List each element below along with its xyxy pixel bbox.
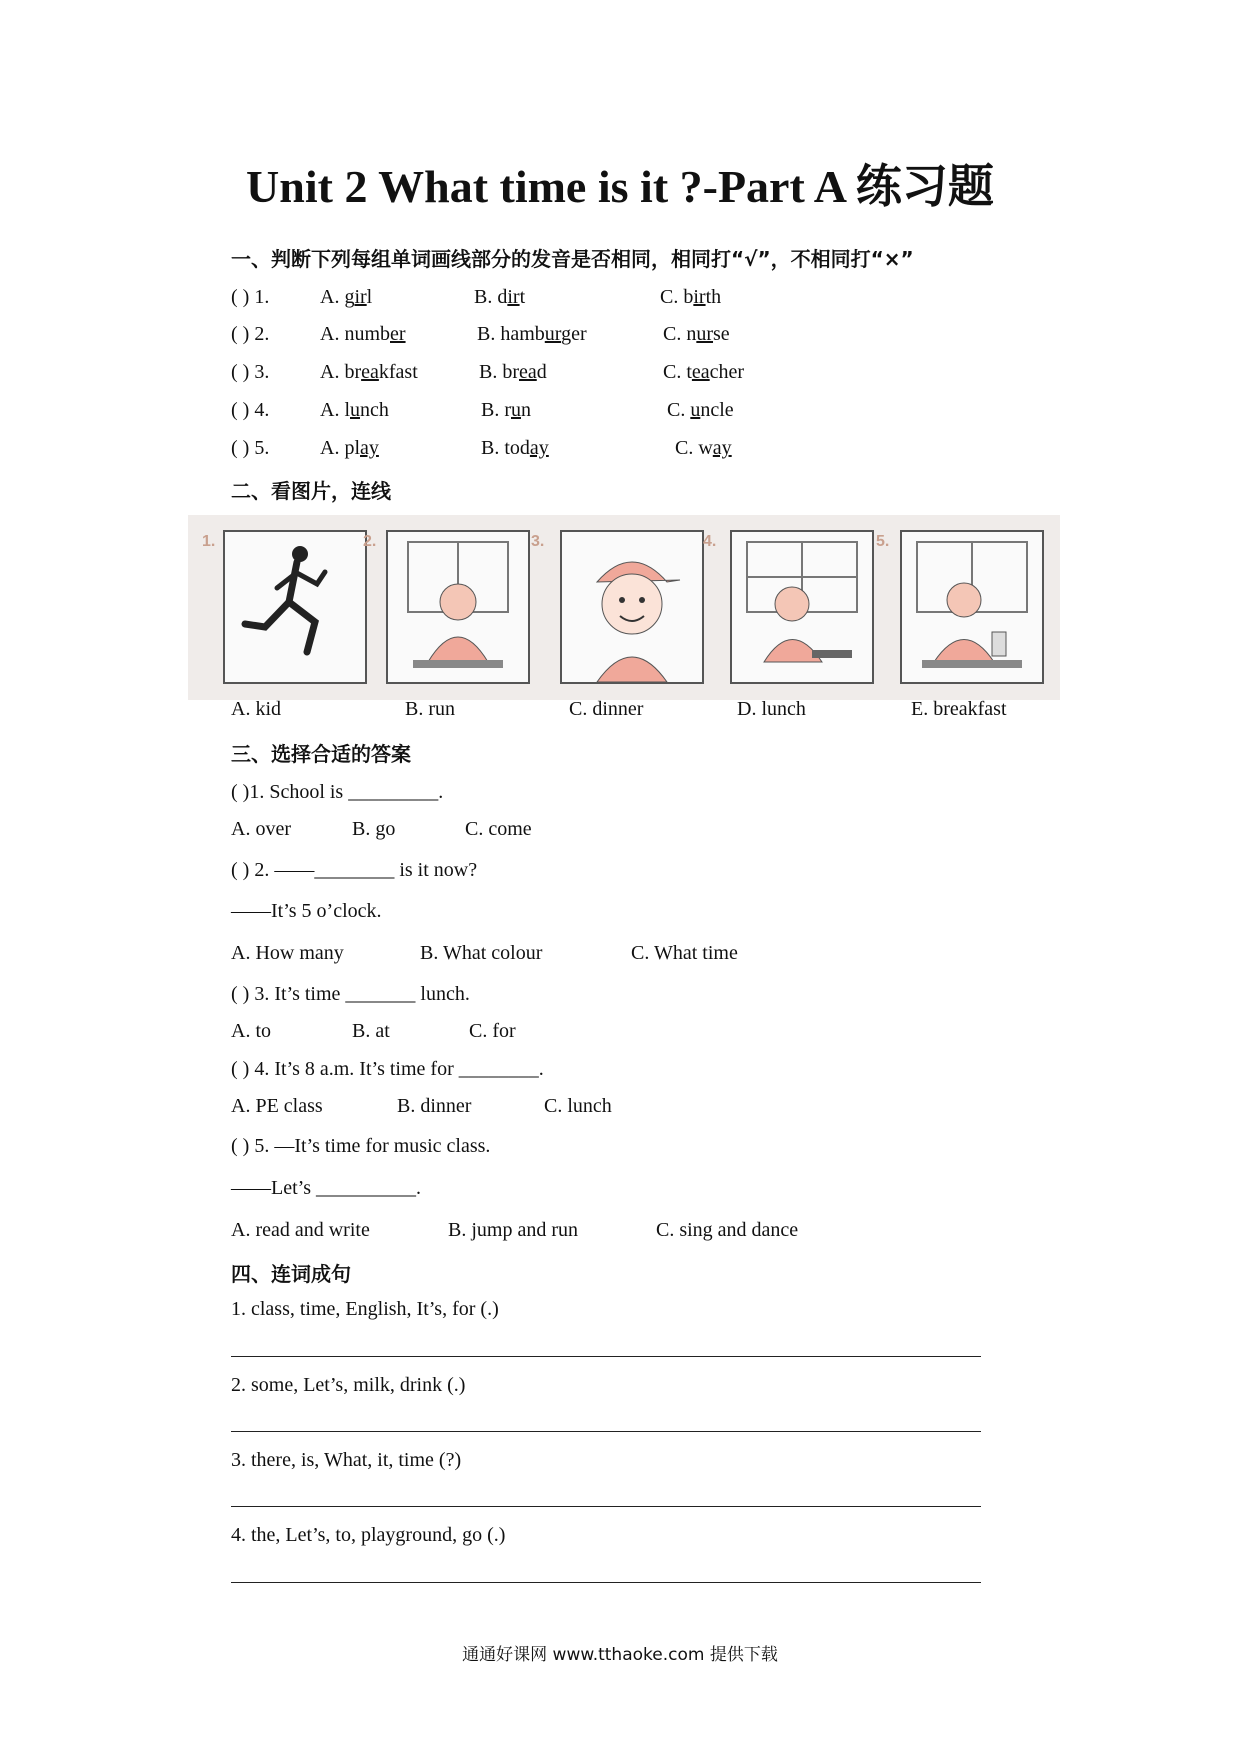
picture-number: 4.: [703, 533, 717, 550]
match-option: C. dinner: [569, 698, 644, 720]
answer-option: B. dinner: [397, 1095, 472, 1117]
match-option: A. kid: [231, 698, 281, 720]
girl-eating-lunch-icon: [730, 530, 874, 684]
section4-heading: 四、连词成句: [231, 1262, 351, 1286]
option-b: B. today: [481, 437, 549, 459]
match-option: D. lunch: [737, 698, 806, 720]
answer-option: C. sing and dance: [656, 1219, 799, 1241]
picture-number: 5.: [876, 533, 890, 550]
picture-number: 3.: [531, 533, 545, 550]
page-title: Unit 2 What time is it ?-Part A 练习题: [246, 161, 994, 212]
section3-heading: 三、选择合适的答案: [231, 742, 411, 766]
answer-line[interactable]: [231, 1582, 981, 1583]
answer-option: B. What colour: [420, 942, 543, 964]
option-b: B. bread: [479, 361, 547, 383]
picture-number: 1.: [202, 533, 216, 550]
picture-number: 2.: [363, 533, 377, 550]
answer-option: A. to: [231, 1020, 271, 1042]
answer-option: A. PE class: [231, 1095, 323, 1117]
option-b: B. hamburger: [477, 323, 587, 345]
girl-eating-icon: [386, 530, 530, 684]
section1-heading: 一、判断下列每组单词画线部分的发音是否相同，相同打“√”，不相同打“×”: [231, 247, 914, 271]
answer-option: A. read and write: [231, 1219, 370, 1241]
row-number: ( ) 2.: [231, 323, 270, 345]
option-c: C. teacher: [663, 361, 745, 383]
sentence-prompt: 2. some, Let’s, milk, drink (.): [231, 1374, 466, 1396]
answer-line[interactable]: [231, 1506, 981, 1507]
option-a: A. play: [320, 437, 379, 459]
option-a: A. lunch: [320, 399, 389, 421]
row-number: ( ) 5.: [231, 437, 270, 459]
running-woman-icon: [223, 530, 367, 684]
answer-option: C. lunch: [544, 1095, 612, 1117]
question-4: ( ) 4. It’s 8 a.m. It’s time for ________.: [231, 1058, 544, 1080]
option-c: C. way: [675, 437, 732, 459]
option-c: C. nurse: [663, 323, 730, 345]
kid-with-cap-icon: [560, 530, 704, 684]
footer-text: 通通好课网 www.tthaoke.com 提供下载: [462, 1645, 778, 1665]
section2-heading: 二、看图片，连线: [231, 479, 391, 503]
answer-line[interactable]: [231, 1431, 981, 1432]
question-2-response: ——It’s 5 o’clock.: [231, 900, 382, 922]
question-3: ( ) 3. It’s time _______ lunch.: [231, 983, 470, 1005]
option-c: C. birth: [660, 286, 722, 308]
answer-option: C. come: [465, 818, 532, 840]
answer-option: C. for: [469, 1020, 516, 1042]
answer-option: A. How many: [231, 942, 344, 964]
question-5: ( ) 5. —It’s time for music class.: [231, 1135, 491, 1157]
option-a: A. number: [320, 323, 406, 345]
question-5-response: ——Let’s __________.: [231, 1177, 421, 1199]
row-number: ( ) 1.: [231, 286, 270, 308]
option-b: B. run: [481, 399, 531, 421]
match-option: E. breakfast: [911, 698, 1007, 720]
answer-option: B. go: [352, 818, 396, 840]
question-1: ( )1. School is _________.: [231, 781, 444, 803]
option-a: A. girl: [320, 286, 373, 308]
sentence-prompt: 1. class, time, English, It’s, for (.): [231, 1298, 499, 1320]
option-b: B. dirt: [474, 286, 526, 308]
answer-line[interactable]: [231, 1356, 981, 1357]
girl-eating-breakfast-icon: [900, 530, 1044, 684]
picture-strip: [188, 515, 1060, 700]
row-number: ( ) 3.: [231, 361, 270, 383]
answer-option: C. What time: [631, 942, 738, 964]
option-a: A. breakfast: [320, 361, 418, 383]
option-c: C. uncle: [667, 399, 734, 421]
answer-option: B. jump and run: [448, 1219, 578, 1241]
sentence-prompt: 4. the, Let’s, to, playground, go (.): [231, 1524, 506, 1546]
answer-option: B. at: [352, 1020, 390, 1042]
sentence-prompt: 3. there, is, What, it, time (?): [231, 1449, 462, 1471]
question-2: ( ) 2. ——________ is it now?: [231, 859, 478, 881]
answer-option: A. over: [231, 818, 291, 840]
match-option: B. run: [405, 698, 455, 720]
row-number: ( ) 4.: [231, 399, 270, 421]
